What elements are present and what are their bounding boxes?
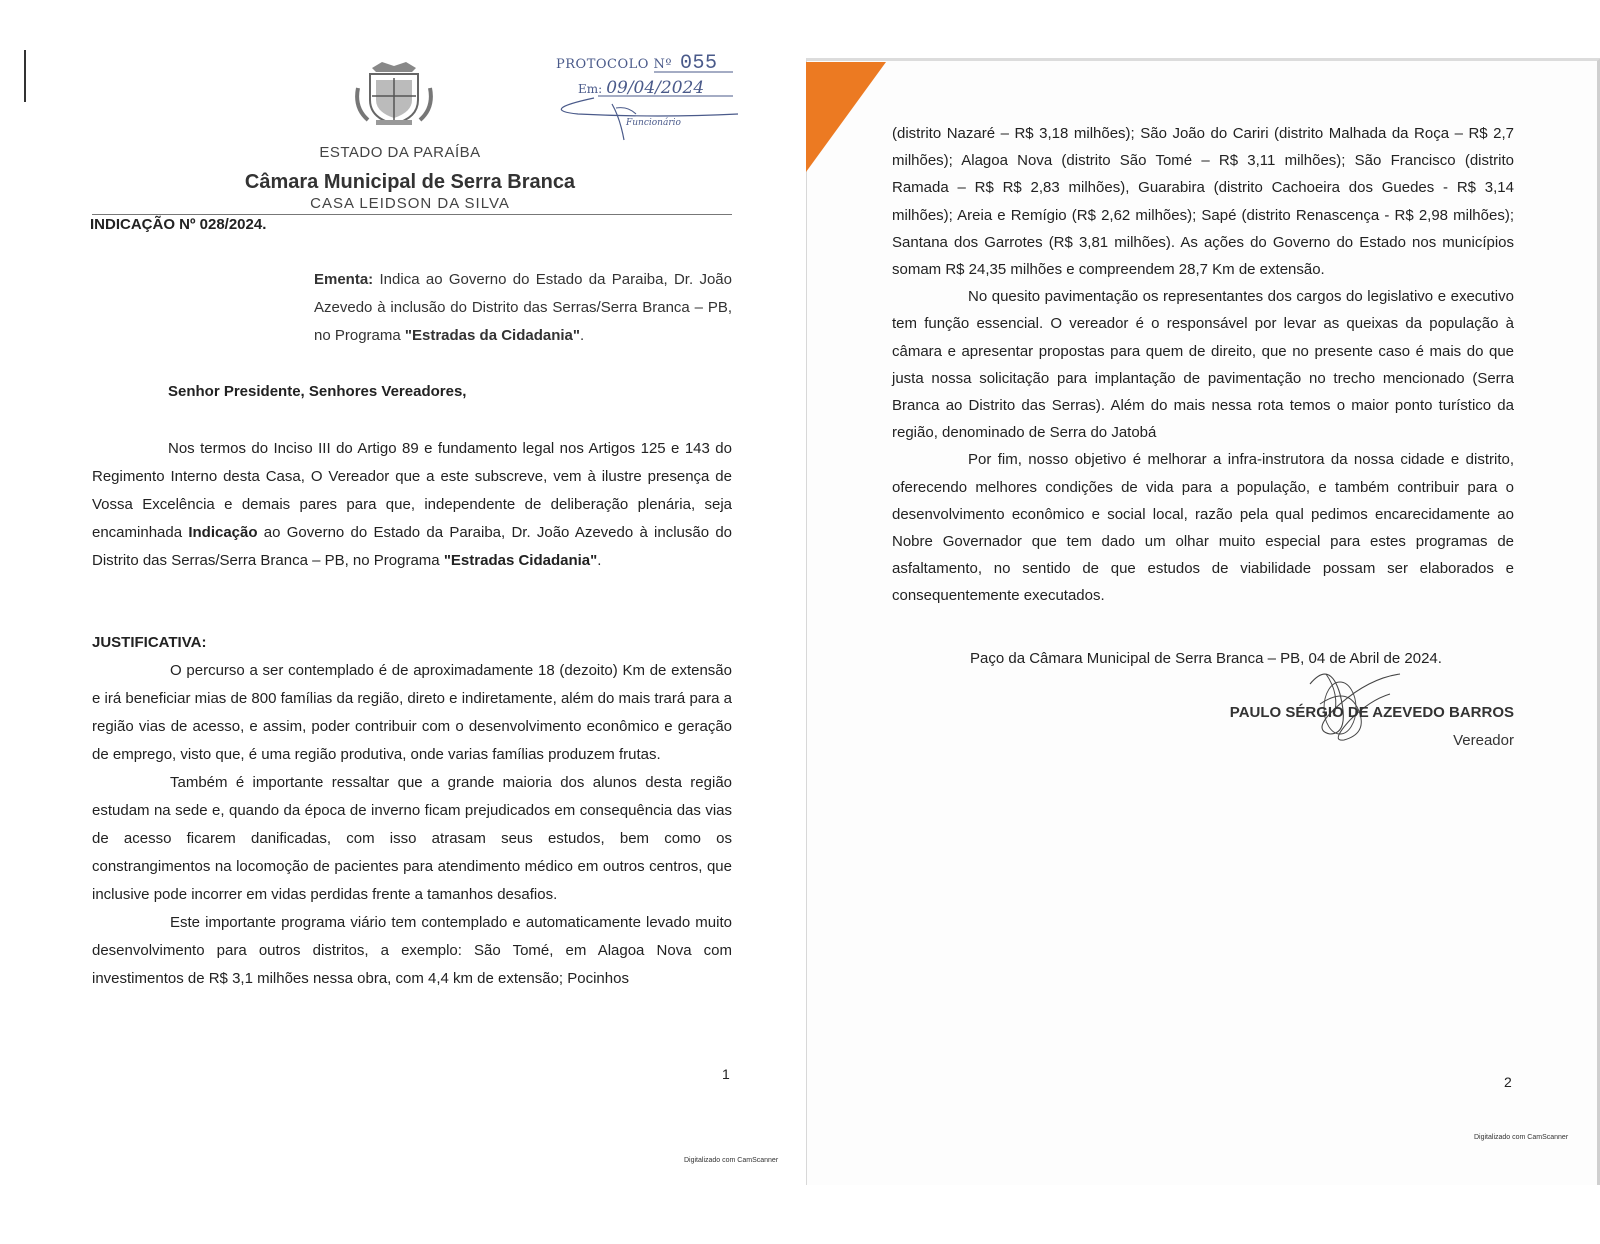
coat-of-arms-emblem: [352, 58, 436, 128]
signer-role: Vereador: [1453, 732, 1514, 749]
request-bold-2: "Estradas Cidadania": [443, 552, 598, 569]
request-text-1: Nos termos do Inciso III do Artigo 89 e fundamento legal nos Artigos 125 e 143 do Regimento Interno desta Casa, O Vereador que a este subscreve, vem à ilustre presença de Vossa Excelência e demais pares para que, independente de deliberação plenária, seja encaminhada: [92, 440, 732, 541]
protocol-date: 09/04/2024: [606, 78, 705, 98]
ementa-program: "Estradas da Cidadania": [404, 327, 581, 344]
protocol-number: 055: [680, 52, 718, 75]
justification-paragraph: O percurso a ser contemplado é de aproximadamente 18 (dezoito) Km de extensão e irá beneficiar mias de 800 famílias da região, direto e indiretamente, além do mais trará para a região vias de acesso, e assim, poder contribuir com o desenvolvimento econômico e geração de emprego, visto que, é uma região produtiva, onde varias famílias produzem frutas.: [92, 662, 732, 763]
page-corner-fold: [806, 62, 886, 172]
protocol-stamp: [548, 48, 753, 144]
justification-body: [92, 657, 732, 993]
salutation: Senhor Presidente, Senhores Vereadores,: [168, 383, 467, 400]
justification-paragraph: Também é importante ressaltar que a grande maioria dos alunos desta região estudam na sede e, quando da época de inverno ficam prejudicados em consequência das vias de acesso ficarem danificadas, com isso atrasam seus estudos, bem como os constrangimentos na locomoção de pacientes para atendimento médico em outros centros, que inclusive pode incorrer em vidas perdidas frente a tamanhos desafios.: [92, 774, 732, 903]
scanner-watermark: Digitalizado com CamScanner: [684, 1157, 779, 1164]
scan-edge-mark: [24, 50, 26, 102]
ementa-end: .: [580, 327, 585, 344]
indication-number: INDICAÇÃO Nº 028/2024.: [90, 216, 267, 233]
protocol-line: [556, 52, 718, 75]
signer-name: PAULO SÉRGIO DE AZEVEDO BARROS: [1229, 704, 1514, 721]
request-paragraph: [92, 435, 732, 575]
place-and-date: Paço da Câmara Municipal de Serra Branca – PB, 04 de Abril de 2024.: [970, 650, 1442, 667]
ementa-label: Ementa:: [314, 271, 374, 288]
body-paragraph: No quesito pavimentação os representantes dos cargos do legislativo e executivo tem função essencial. O vereador é o responsável por levar as queixas da população à câmara e apresentar propostas para quem de direito, que no presente caso é mais do que justa nossa solicitação para implantação de pavimentação no trecho mencionado (Serra Branca ao Distrito das Serras). Além do mais nessa rota temos o maior ponto turístico da região, denominado de Serra do Jatobá: [892, 288, 1514, 442]
protocol-label: PROTOCOLO Nº: [556, 57, 673, 72]
header-divider: [92, 214, 732, 215]
state-name: ESTADO DA PARAÍBA: [319, 144, 481, 161]
request-text-3: .: [597, 552, 602, 569]
request-bold-1: Indicação: [188, 524, 258, 541]
stamp-signature-caption: Funcionário: [626, 118, 681, 128]
page-number: 2: [1504, 1074, 1512, 1090]
page-number: 1: [722, 1066, 730, 1082]
justification-title: JUSTIFICATIVA:: [92, 634, 207, 651]
justification-paragraph: Este importante programa viário tem contemplado e automaticamente levado muito desenvolvimento para outros distritos, a exemplo: São Tomé, em Alagoa Nova com investimentos de R$ 3,1 milhões nessa obra, com 4,4 km de extensão; Pocinhos: [92, 914, 732, 987]
request-text-2: ao Governo do Estado da Paraiba, Dr. João Azevedo à inclusão do Distrito das Serras/Serra Branca – PB, no Programa: [92, 524, 733, 569]
body-paragraph: Por fim, nosso objetivo é melhorar a infra-instrutora da nossa cidade e distrito, oferecendo melhores condições de vida para a população, e também contribuir para o desenvolvimento econômico e social local, razão pela qual pedimos encarecidamente ao Nobre Governador que tem dado um olhar muito especial para estes programas de asfaltamento, no sentido de que estudos de viabilidade possam ser elaborados e consequentemente executados.: [892, 451, 1514, 605]
ementa-text: Indica ao Governo do Estado da Paraiba, Dr. João Azevedo à inclusão do Distrito das Serras/Serra Branca – PB, no Programa: [314, 271, 732, 344]
chamber-name: Câmara Municipal de Serra Branca: [244, 171, 576, 193]
ementa-paragraph: [314, 266, 732, 350]
house-name: CASA LEIDSON DA SILVA: [310, 195, 510, 212]
scanner-watermark: Digitalizado com CamScanner: [1474, 1134, 1569, 1141]
protocol-date-label: Em:: [578, 82, 603, 96]
protocol-date-line: [578, 78, 704, 98]
continuation-paragraph: (distrito Nazaré – R$ 3,18 milhões); São João do Cariri (distrito Malhada da Roça – R$ 2,7 milhões); Alagoa Nova (distrito São Tomé – R$ 3,11 milhões); São Francisco (distrito Ramada – R$ R$ 2,83 milhões), Guarabira (distrito Cachoeira dos Guedes - R$ 3,14 milhões); Areia e Remígio (R$ 2,62 milhões); Sapé (distrito Renascença - R$ 2,98 milhões); Santana dos Garrotes (R$ 3,81 milhões). As ações do Governo do Estado nos municípios somam R$ 24,35 milhões e compreendem 28,7 Km de extensão.: [892, 125, 1514, 279]
page-2-body: [892, 120, 1514, 610]
